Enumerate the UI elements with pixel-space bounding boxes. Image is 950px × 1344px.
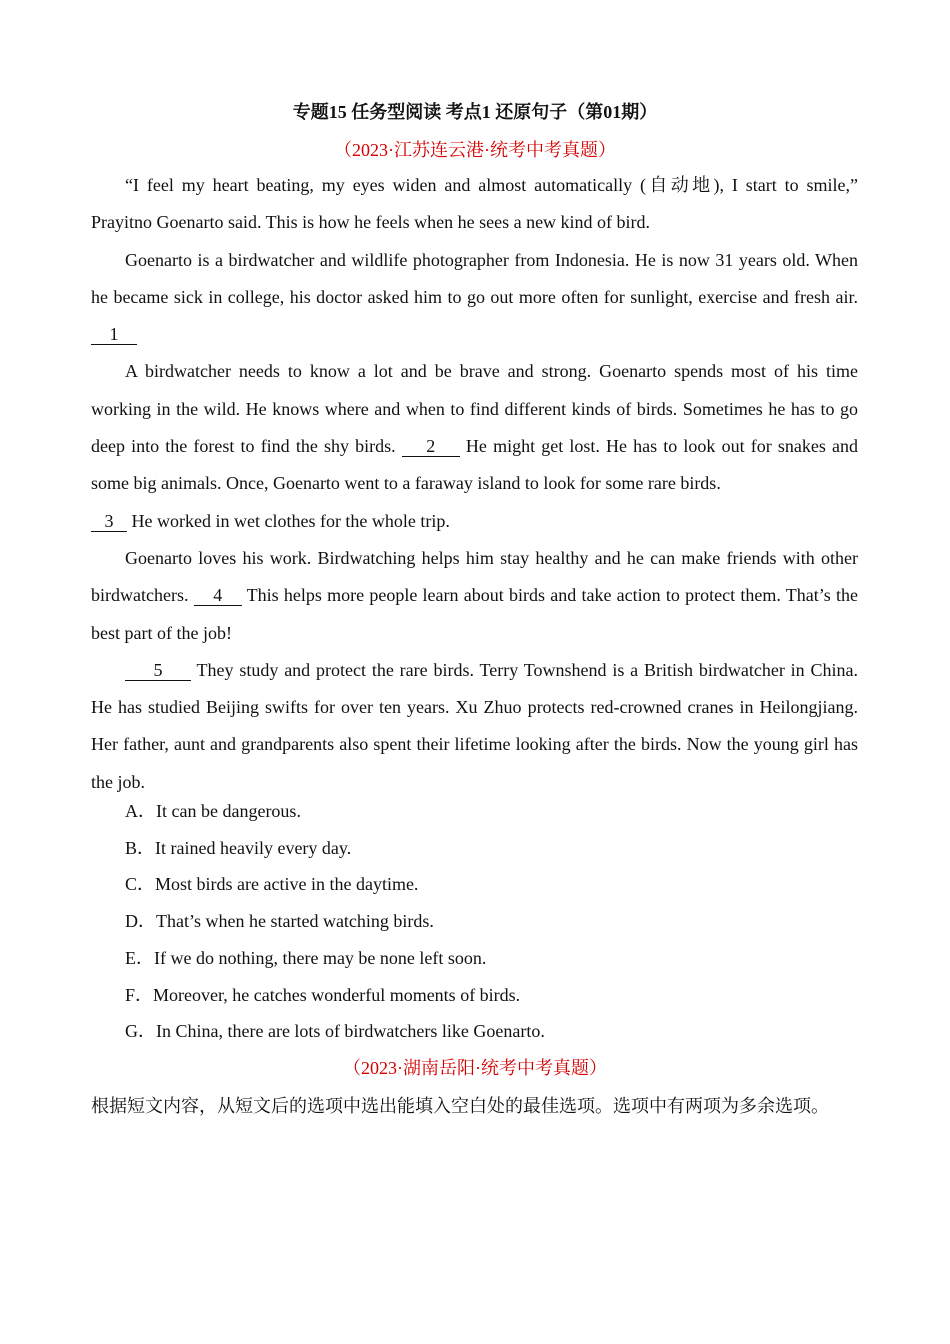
answer-options [125, 793, 545, 1050]
paragraph-4-text-b: This helps more people learn about birds and take action to protect them. That’s the best part of the job! [91, 585, 858, 643]
paragraph-1: “I feel my heart beating, my eyes widen and almost automatically (自动地), I start to smile,” Prayitno Goenarto said. This is how he feels when he sees a new kind of bird. [91, 175, 858, 233]
option-f[interactable]: F．Moreover, he catches wonderful moments of birds. [125, 984, 521, 1005]
paragraph-5-text: They study and protect the rare birds. Terry Townshend is a British birdwatcher in China. He has studied Beijing swifts for over ten years. Xu Zhuo protects red-crowned cranes in Heilongjiang. Her father, aunt and grandparents also spent their lifetime looking after the birds. Now the young girl has the job. [91, 659, 858, 792]
paragraph-3-text-c: He worked in wet clothes for the whole trip. [127, 510, 450, 531]
paragraph-2-text: Goenarto is a birdwatcher and wildlife photographer from Indonesia. He is now 31 years old. When he became sick in college, his doctor asked him to go out more often for sunlight, exercise and fresh air. [91, 249, 858, 307]
option-c[interactable]: C．Most birds are active in the daytime. [125, 874, 419, 895]
blank-3[interactable]: 3 [91, 511, 127, 532]
passage [91, 167, 858, 801]
paragraph-3-text-b: He might get lost. He has to look out for snakes and some big animals. Once, Goenarto went to a faraway island to look for some rare birds. [91, 436, 858, 494]
instruction-text: 根据短文内容，从短文后的选项中选出能填入空白处的最佳选项。选项中有两项为多余选项。 [91, 1096, 829, 1116]
paragraph-5 [91, 652, 858, 801]
document-title: 专题15 任务型阅读 考点1 还原句子（第01期） [292, 102, 658, 122]
blank-5[interactable]: 5 [125, 660, 191, 681]
option-g[interactable]: G．In China, there are lots of birdwatchers like Goenarto. [125, 1021, 545, 1042]
option-e[interactable]: E．If we do nothing, there may be none left soon. [125, 947, 487, 968]
blank-2[interactable]: 2 [402, 436, 460, 457]
option-a[interactable]: A．It can be dangerous. [125, 801, 301, 821]
paragraph-4-text-a: Goenarto loves his work. Birdwatching helps him stay healthy and he can make friends with other birdwatchers. [91, 547, 858, 606]
source-label-jiangsu: （2023·江苏连云港·统考中考真题） [334, 140, 616, 160]
paragraph-3 [91, 353, 858, 502]
blank-4[interactable]: 4 [194, 585, 242, 606]
blank-1[interactable]: 1 [91, 324, 137, 345]
source-label-hunan: （2023·湖南岳阳·统考中考真题） [343, 1058, 607, 1078]
paragraph-2 [91, 242, 858, 354]
option-b[interactable]: B．It rained heavily every day. [125, 837, 352, 858]
paragraph-4 [91, 540, 858, 652]
paragraph-3-text-a: A birdwatcher needs to know a lot and be brave and strong. Goenarto spends most of his time working in the wild. He knows where and when to find different kinds of birds. Sometimes he has to go deep into the forest to find the shy birds. [91, 361, 858, 457]
paragraph-3-continued [91, 503, 858, 540]
option-d[interactable]: D．That’s when he started watching birds. [125, 911, 434, 932]
